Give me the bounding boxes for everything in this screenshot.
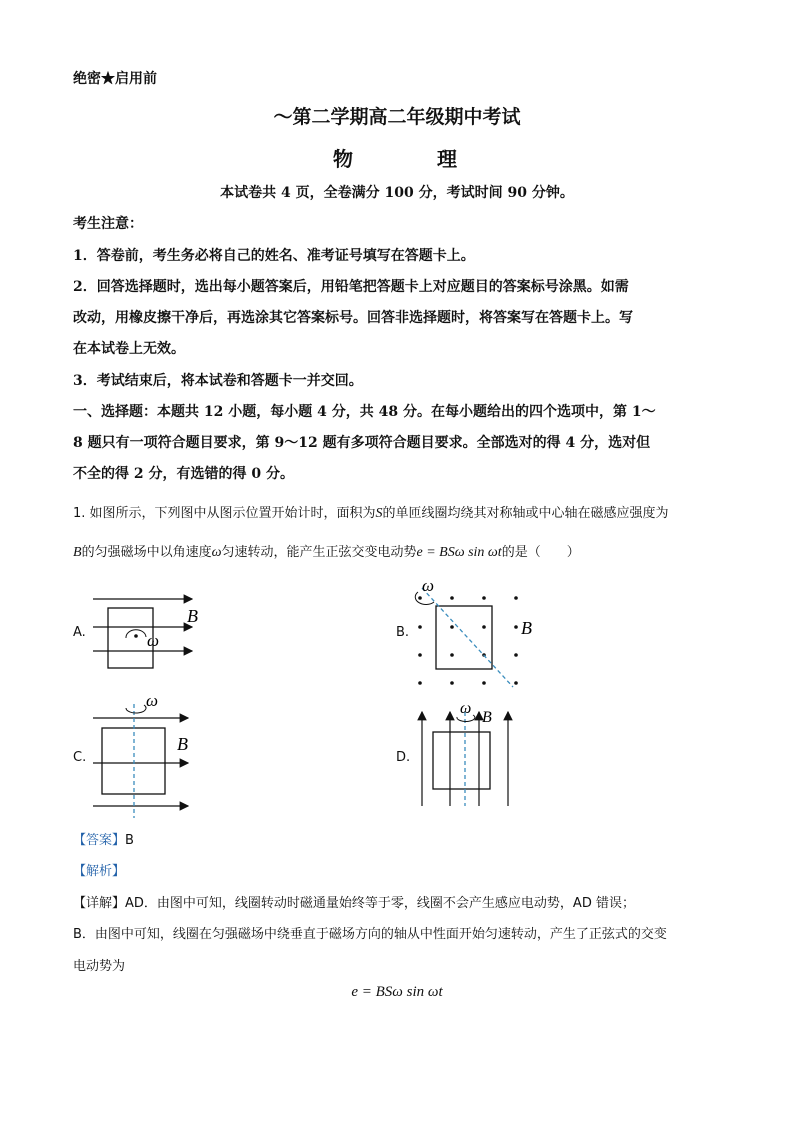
section-1-line-3: 不全的得 2 分，有选错的得 0 分。 xyxy=(73,466,294,482)
subject-char-1: 物 xyxy=(333,147,353,171)
question-1-line-1: 1. 如图所示，下列图中从图示位置开始计时，面积为S的单匝线圈均绕其对称轴或中心轴在磁感应强度为 xyxy=(73,506,669,521)
notice-item-3: 3．考试结束后，将本试卷和答题卡一并交回。 xyxy=(73,373,363,389)
question-1-line-2: B的匀强磁场中以角速度ω匀速转动，能产生正弦交变电动势e = BSω sin ωt的是（ ） xyxy=(73,545,580,560)
secret-label: 绝密★启用前 xyxy=(73,71,157,87)
option-c-label: C. xyxy=(73,750,87,765)
figure-c-diagram xyxy=(88,690,218,818)
analysis-b-line-2: 电动势为 xyxy=(73,959,126,974)
field-symbol: B xyxy=(521,618,532,638)
figure-b-diagram xyxy=(410,572,545,694)
notice-item-2-line-3: 在本试卷上无效。 xyxy=(73,341,185,357)
notice-item-2-line-2: 改动，用橡皮擦干净后，再选涂其它答案标号。回答非选择题时，将答案写在答题卡上。写 xyxy=(73,310,633,326)
analysis-detail: 【详解】AD．由图中可知，线圈转动时磁通量始终等于零，线圈不会产生感应电动势，AD 错误； xyxy=(73,896,635,911)
section-1-line-2: 8 题只有一项符合题目要求，第 9～12 题有多项符合题目要求。全部选对的得 4 分，选对但 xyxy=(73,435,651,451)
notice-item-2-line-1: 2．回答选择题时，选出每小题答案后，用铅笔把答题卡上对应题目的答案标号涂黑。如需 xyxy=(73,279,629,295)
section-1-line-1: 一、选择题：本题共 12 小题，每小题 4 分，共 48 分。在每小题给出的四个选项中，第 1～ xyxy=(73,404,656,420)
omega-symbol: ω xyxy=(422,576,435,595)
option-b-label: B. xyxy=(396,625,410,640)
rotation-arrow-icon xyxy=(126,705,146,713)
figure-a-diagram xyxy=(88,588,218,678)
omega-symbol: ω xyxy=(147,631,160,650)
exam-info: 本试卷共 4 页，全卷满分 100 分，考试时间 90 分钟。 xyxy=(220,185,574,201)
option-d-label: D. xyxy=(396,750,411,765)
field-symbol: B xyxy=(482,709,492,726)
exam-title: ～第二学期高二年级期中考试 xyxy=(273,106,521,128)
coil-square xyxy=(436,606,492,669)
field-symbol: B xyxy=(177,734,188,754)
omega-symbol: ω xyxy=(146,691,159,710)
omega-symbol: ω xyxy=(460,700,472,717)
notice-item-1: 1．答卷前，考生务必将自己的姓名、准考证号填写在答题卡上。 xyxy=(73,248,475,264)
axis-dot xyxy=(134,634,138,638)
option-a-label: A. xyxy=(73,625,86,640)
analysis-formula: e = BSω sin ωt xyxy=(351,984,443,1000)
field-dots xyxy=(418,596,518,685)
coil-square xyxy=(433,732,490,789)
subject-char-2: 理 xyxy=(437,147,457,171)
field-symbol: B xyxy=(187,606,198,626)
figure-d-diagram xyxy=(410,700,520,808)
question-1-formula: e = BSω sin ωt xyxy=(416,545,502,560)
analysis-label: 【解析】 xyxy=(73,864,126,879)
analysis-b-line-1: B．由图中可知，线圈在匀强磁场中绕垂直于磁场方向的轴从中性面开始匀速转动，产生了正弦式的交变 xyxy=(73,927,667,942)
answer-label: 【答案】 xyxy=(73,833,126,848)
answer-value: B xyxy=(125,833,134,848)
answer-line xyxy=(73,829,134,848)
notice-heading: 考生注意： xyxy=(73,216,143,232)
